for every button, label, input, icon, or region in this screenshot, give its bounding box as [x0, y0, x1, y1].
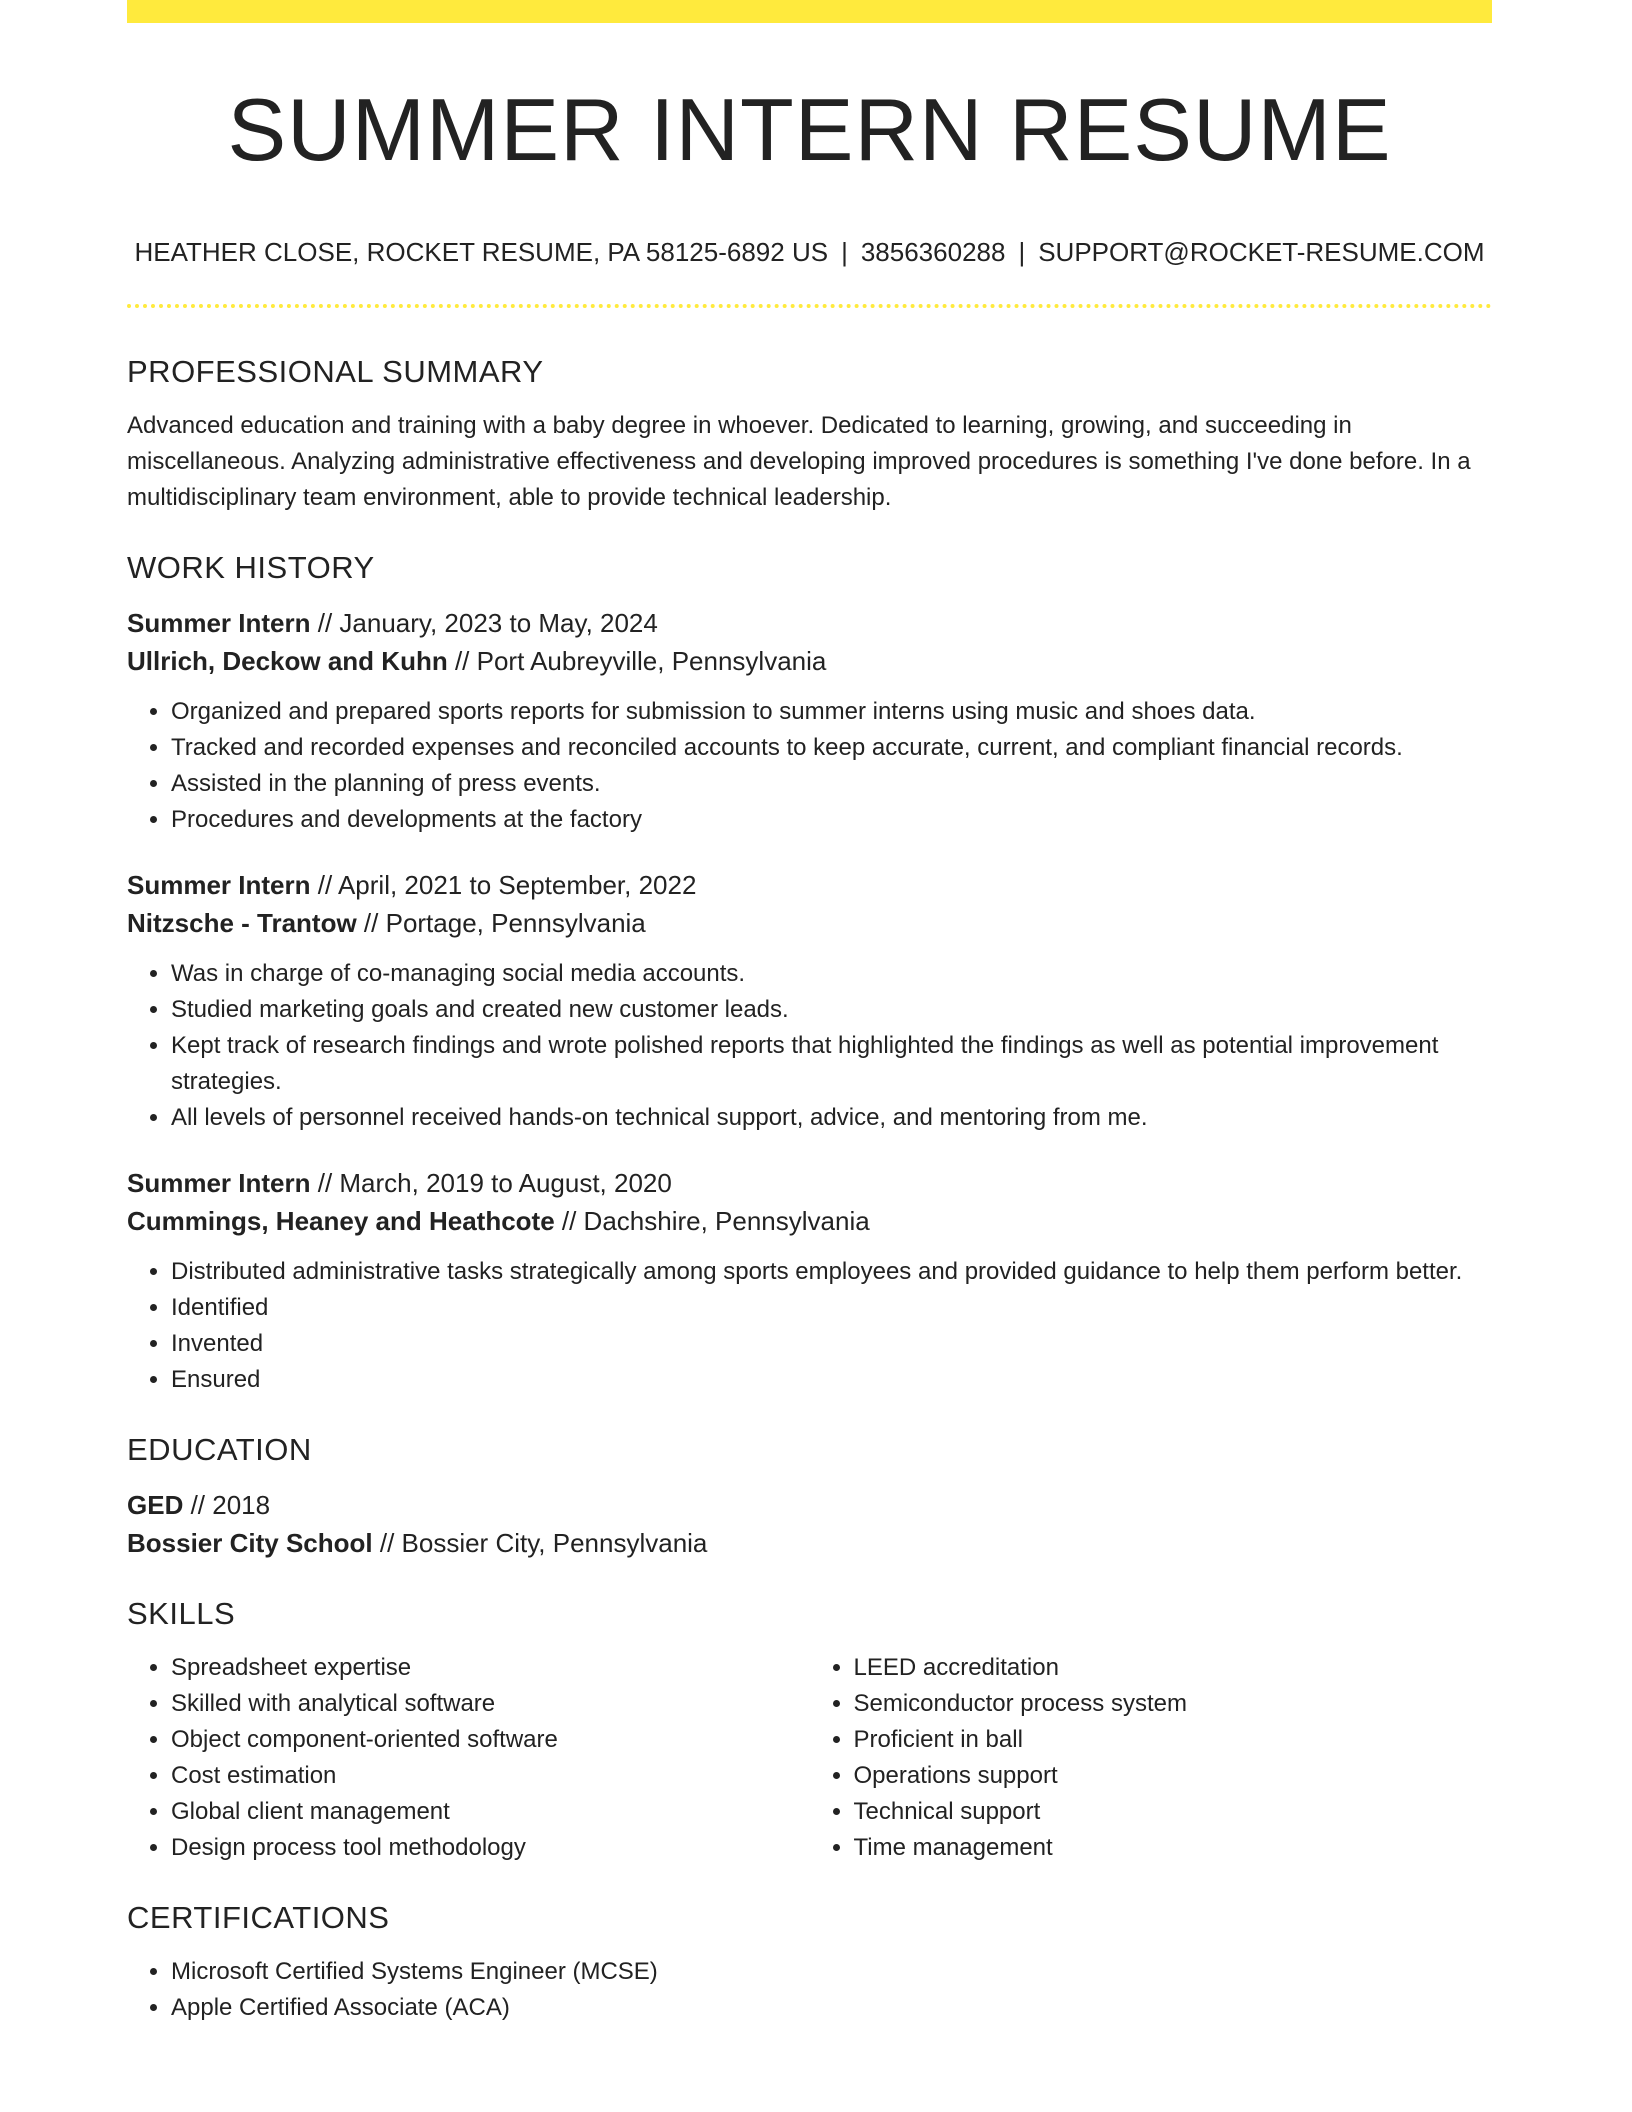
section-heading: CERTIFICATIONS	[127, 1900, 390, 1935]
list-item: • Proficient in ball	[854, 1722, 1493, 1758]
job-bullets	[127, 1254, 1492, 1398]
list-item: • Assisted in the planning of press events.	[171, 766, 1492, 802]
job-dates: // March, 2019 to August, 2020	[310, 1168, 672, 1198]
job-entry	[127, 604, 1492, 838]
list-item: • Studied marketing goals and created new customer leads.	[171, 992, 1492, 1028]
list-item: • Tracked and recorded expenses and reconciled accounts to keep accurate, current, and compliant financial records.	[171, 730, 1492, 766]
list-item: • Design process tool methodology	[171, 1830, 810, 1866]
job-role: Summer Intern	[127, 608, 311, 638]
job-location: // Port Aubreyville, Pennsylvania	[447, 646, 827, 676]
section-heading: SKILLS	[127, 1596, 236, 1631]
job-location: // Dachshire, Pennsylvania	[554, 1206, 870, 1236]
resume-content	[127, 350, 1492, 2026]
job-dates: // April, 2021 to September, 2022	[310, 870, 697, 900]
degree: GED	[127, 1490, 184, 1520]
list-item: • Distributed administrative tasks strategically among sports employees and provided guidance to help them perform better.	[171, 1254, 1492, 1290]
job-entry	[127, 866, 1492, 1136]
section-heading: EDUCATION	[127, 1432, 312, 1467]
accent-bar	[127, 0, 1492, 23]
list-item: • Organized and prepared sports reports for submission to summer interns using music and shoes data.	[171, 694, 1492, 730]
contact-address: HEATHER CLOSE, ROCKET RESUME, PA 58125-6892 US	[134, 237, 829, 267]
list-item: • Procedures and developments at the factory	[171, 802, 1492, 838]
school: Bossier City School	[127, 1528, 373, 1558]
degree-line	[127, 1486, 1492, 1524]
job-company-line	[127, 642, 1492, 680]
job-location: // Portage, Pennsylvania	[356, 908, 646, 938]
job-dates: // January, 2023 to May, 2024	[310, 608, 658, 638]
list-item: • Operations support	[854, 1758, 1493, 1794]
list-item: • Time management	[854, 1830, 1493, 1866]
school-location: // Bossier City, Pennsylvania	[372, 1528, 708, 1558]
contact-line	[127, 234, 1492, 270]
skills-columns	[127, 1650, 1492, 1866]
list-item: • Ensured	[171, 1362, 1492, 1398]
list-item: • All levels of personnel received hands-on technical support, advice, and mentoring from me.	[171, 1100, 1492, 1136]
certifications-section	[127, 1896, 1492, 2026]
list-item: • Cost estimation	[171, 1758, 810, 1794]
job-title-line	[127, 866, 1492, 904]
certifications-list	[127, 1954, 1492, 2026]
contact-separator: |	[1018, 237, 1026, 267]
list-item: • Was in charge of co-managing social media accounts.	[171, 956, 1492, 992]
list-item: • LEED accreditation	[854, 1650, 1493, 1686]
job-role: Summer Intern	[127, 1168, 311, 1198]
job-bullets	[127, 694, 1492, 838]
education-section	[127, 1428, 1492, 1562]
list-item: • Global client management	[171, 1794, 810, 1830]
job-entry	[127, 1164, 1492, 1398]
contact-email: SUPPORT@ROCKET-RESUME.COM	[1038, 237, 1485, 267]
job-company-line	[127, 904, 1492, 942]
job-role: Summer Intern	[127, 870, 311, 900]
job-title-line	[127, 604, 1492, 642]
list-item: • Invented	[171, 1326, 1492, 1362]
section-heading: WORK HISTORY	[127, 550, 375, 585]
section-heading: PROFESSIONAL SUMMARY	[127, 354, 544, 389]
list-item: • Apple Certified Associate (ACA)	[171, 1990, 1492, 2026]
job-company: Cummings, Heaney and Heathcote	[127, 1206, 555, 1236]
list-item: • Semiconductor process system	[854, 1686, 1493, 1722]
job-company-line	[127, 1202, 1492, 1240]
work-history-section	[127, 546, 1492, 1398]
job-bullets	[127, 956, 1492, 1136]
list-item: • Identified	[171, 1290, 1492, 1326]
list-item: • Spreadsheet expertise	[171, 1650, 810, 1686]
list-item: • Technical support	[854, 1794, 1493, 1830]
summary-text: Advanced education and training with a baby degree in whoever. Dedicated to learning, growing, and succeeding in miscellaneous. Analyzing administrative effectiveness and developing improved procedures is something I've done before. In a multidisciplinary team environment, able to provide technical leadership.	[127, 412, 1471, 511]
job-company: Nitzsche - Trantow	[127, 908, 357, 938]
list-item: • Microsoft Certified Systems Engineer (MCSE)	[171, 1954, 1492, 1990]
list-item: • Object component-oriented software	[171, 1722, 810, 1758]
job-title-line	[127, 1164, 1492, 1202]
contact-phone: 3856360288	[860, 237, 1006, 267]
summary-section	[127, 350, 1492, 516]
contact-separator: |	[841, 237, 848, 267]
education-entry	[127, 1486, 1492, 1562]
list-item: • Skilled with analytical software	[171, 1686, 810, 1722]
list-item: • Kept track of research findings and wrote polished reports that highlighted the findings as well as potential improvement strategies.	[171, 1028, 1492, 1100]
skills-list-left	[127, 1650, 810, 1866]
school-line	[127, 1524, 1492, 1562]
resume-title: SUMMER INTERN RESUME	[227, 80, 1392, 179]
skills-list-right	[810, 1650, 1493, 1866]
skills-section	[127, 1592, 1492, 1866]
job-company: Ullrich, Deckow and Kuhn	[127, 646, 448, 676]
degree-year: // 2018	[183, 1490, 271, 1520]
dotted-divider	[127, 304, 1492, 308]
